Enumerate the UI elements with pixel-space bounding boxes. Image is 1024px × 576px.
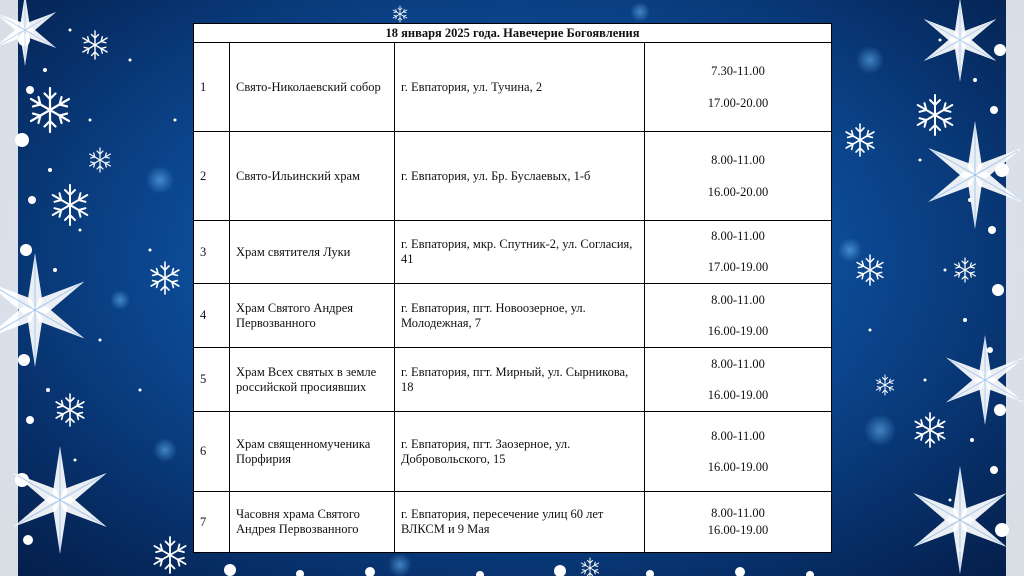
- table-header-row: [194, 24, 832, 43]
- time-evening: 17.00-19.00: [707, 260, 769, 274]
- time-morning: 8.00-11.00: [711, 229, 765, 243]
- church-name: Свято-Николаевский собор: [230, 43, 395, 132]
- row-number: 3: [194, 221, 230, 284]
- church-address: г. Евпатория, мкр. Спутник-2, ул. Согласия, 41: [395, 221, 645, 284]
- service-times: [645, 348, 832, 412]
- service-times: [645, 284, 832, 348]
- church-name: Часовня храма Святого Андрея Первозванного: [230, 492, 395, 553]
- time-morning: 8.00-11.00: [711, 356, 765, 371]
- time-morning: 8.00-11.00: [711, 292, 765, 307]
- service-times: [645, 43, 832, 132]
- church-name: Храм Святого Андрея Первозванного: [230, 284, 395, 348]
- row-number: 7: [194, 492, 230, 553]
- time-evening: 16.00-19.00: [707, 323, 769, 338]
- church-name: Храм Всех святых в земле российской просиявших: [230, 348, 395, 412]
- time-evening: 16.00-19.00: [707, 387, 769, 402]
- time-evening: 17.00-20.00: [707, 95, 769, 110]
- church-name: Храм священномученика Порфирия: [230, 412, 395, 492]
- service-times: [645, 221, 832, 284]
- church-address: г. Евпатория, пересечение улиц 60 лет ВЛКСМ и 9 Мая: [395, 492, 645, 553]
- row-number: 2: [194, 132, 230, 221]
- time-evening: 16.00-19.00: [707, 523, 769, 537]
- table-row: [194, 221, 832, 284]
- time-morning: 8.00-11.00: [711, 506, 765, 520]
- table-row: [194, 132, 832, 221]
- church-name: Храм святителя Луки: [230, 221, 395, 284]
- time-evening: 16.00-20.00: [707, 184, 769, 199]
- church-address: г. Евпатория, пгт. Заозерное, ул. Добровольского, 15: [395, 412, 645, 492]
- time-morning: 8.00-11.00: [711, 152, 765, 167]
- table-row: [194, 284, 832, 348]
- row-number: 1: [194, 43, 230, 132]
- church-address: г. Евпатория, пгт. Новоозерное, ул. Молодежная, 7: [395, 284, 645, 348]
- service-times: [645, 492, 832, 553]
- row-number: 6: [194, 412, 230, 492]
- service-times: [645, 412, 832, 492]
- church-address: г. Евпатория, ул. Бр. Буслаевых, 1-б: [395, 132, 645, 221]
- service-times: [645, 132, 832, 221]
- church-name: Свято-Ильинский храм: [230, 132, 395, 221]
- schedule-sheet: [193, 23, 831, 553]
- schedule-table: [193, 23, 832, 553]
- church-address: г. Евпатория, ул. Тучина, 2: [395, 43, 645, 132]
- table-header: 18 января 2025 года. Навечерие Богоявления: [194, 24, 832, 43]
- table-row: [194, 43, 832, 132]
- table-row: [194, 492, 832, 553]
- church-address: г. Евпатория, пгт. Мирный, ул. Сырникова, 18: [395, 348, 645, 412]
- table-row: [194, 348, 832, 412]
- table-row: [194, 412, 832, 492]
- time-evening: 16.00-19.00: [707, 459, 769, 474]
- row-number: 5: [194, 348, 230, 412]
- time-morning: 8.00-11.00: [711, 428, 765, 443]
- row-number: 4: [194, 284, 230, 348]
- time-morning: 7.30-11.00: [711, 63, 765, 78]
